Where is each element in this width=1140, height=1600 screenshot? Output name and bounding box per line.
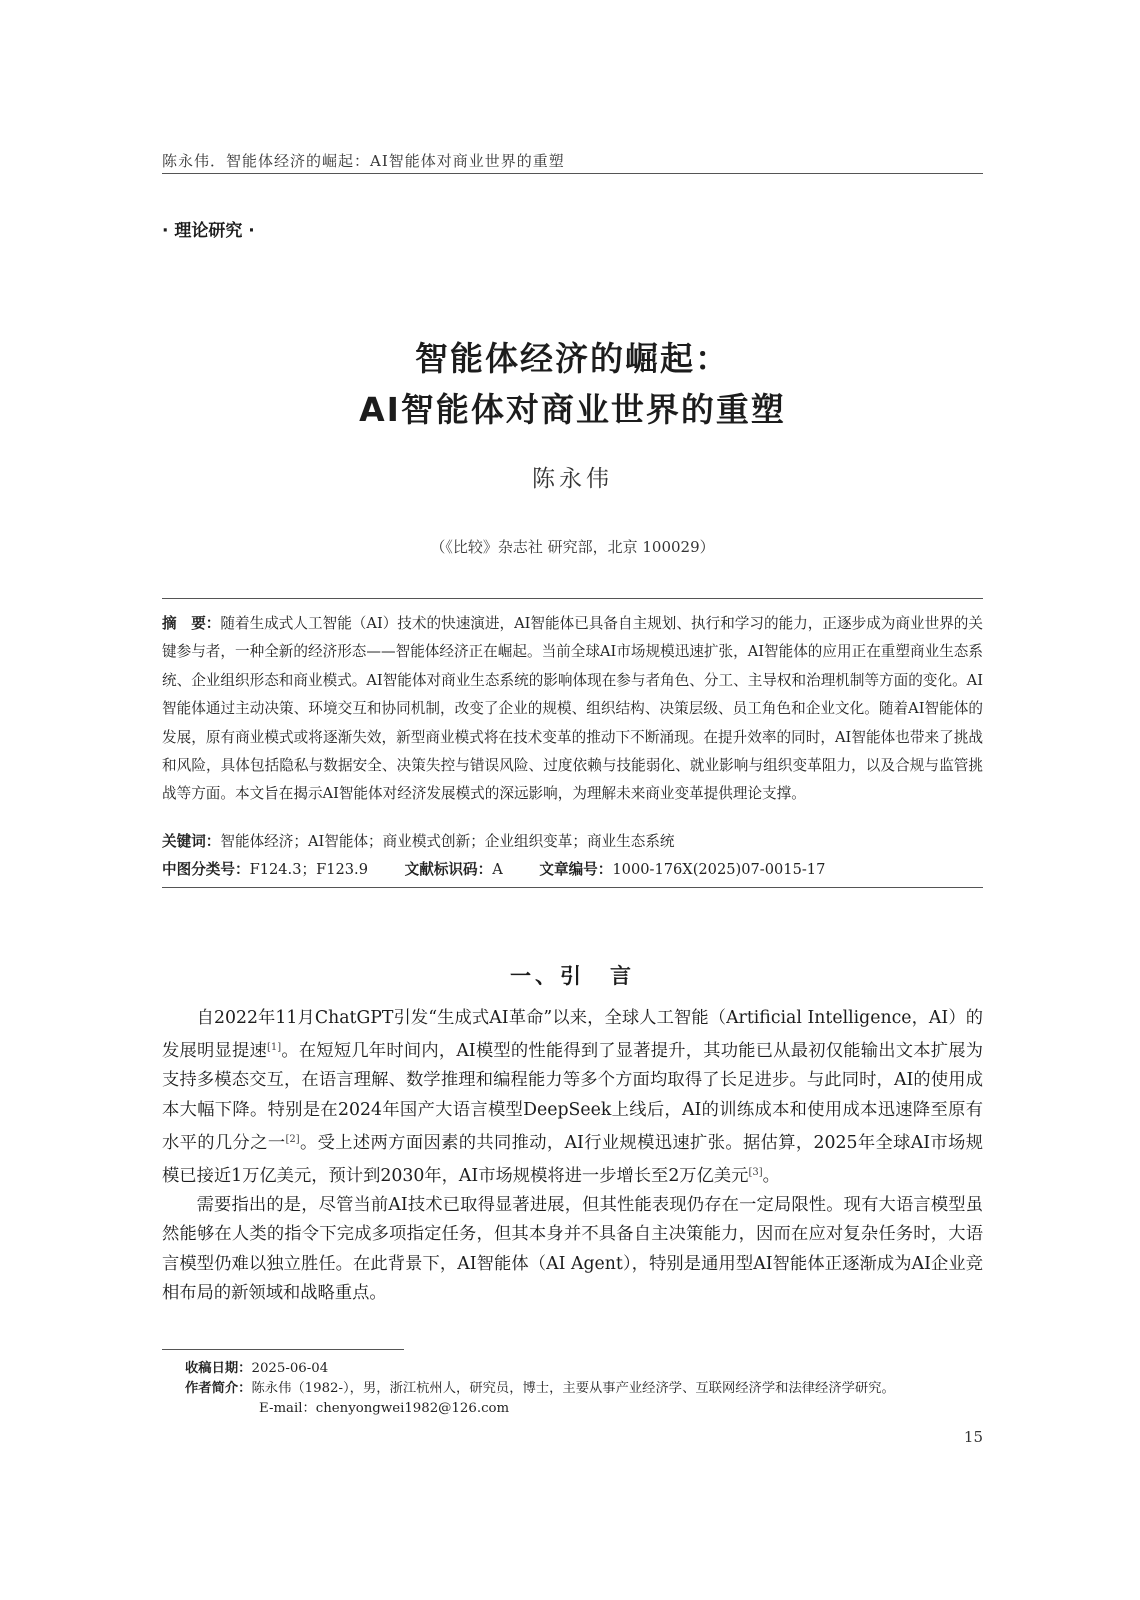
received-value: 2025-06-04 [251,1361,329,1376]
abstract-text: 随着生成式人工智能（AI）技术的快速演进，AI智能体已具备自主规划、执行和学习的能力，正逐步成为商业世界的关键参与者，一种全新的经济形态——智能体经济正在崛起。当前全球AI市场规模迅速扩张，AI智能体的应用正在重塑商业生态系统、企业组织形态和商业模式。AI智能体对商业生态系统的影响体现在参与者角色、分工、主导权和治理机制等方面的变化。AI智能体通过主动决策、环境交互和协同机制，改变了企业的规模、组织结构、决策层级、员工角色和企业文化。随着AI智能体的发展，原有商业模式或将逐渐失效，新型商业模式将在技术变革的推动下不断涌现。在提升效率的同时，AI智能体也带来了挑战和风险，具体包括隐私与数据安全、决策失控与错误风险、过度依赖与技能弱化、就业影响与组织变革阻力，以及合规与监管挑战等方面。本文旨在揭示AI智能体对经济发展模式的深远影响，为理解未来商业变革提供理论支撑。 [162,615,983,803]
received-date [185,1359,985,1379]
keywords [162,830,983,851]
p1-part-a: 自2022年11月ChatGPT引发“生成式AI革命”以来，全球人工智能（Artificial Intelligence，AI）的发展明显提速 [162,1008,983,1062]
citation-1[interactable]: [1] [266,1042,282,1054]
p1-part-d: 。 [762,1166,780,1187]
footnote-rule [162,1349,404,1350]
running-head: 陈永伟．智能体经济的崛起：AI智能体对商业世界的重塑 [162,152,565,170]
article-number-label: 文章编号： [539,861,613,878]
clc-label: 中图分类号： [162,861,250,878]
keywords-text: 智能体经济；AI智能体；商业模式创新；企业组织变革；商业生态系统 [220,833,675,850]
footnotes [185,1359,985,1419]
title-line-2: AI智能体对商业世界的重塑 [359,390,786,429]
abstract-label: 摘 要： [162,615,221,632]
abstract-rule-top [162,598,983,599]
author-name: 陈永伟 [532,466,613,492]
author-email[interactable]: E-mail：chenyongwei1982@126.com [259,1401,510,1416]
paragraph-1 [162,1004,983,1191]
abstract [162,610,983,809]
header-rule [162,173,983,174]
doc-code-value: A [492,861,503,878]
received-label: 收稿日期： [185,1361,252,1376]
p1-part-c: 。受上述两方面因素的共同推动，AI行业规模迅速扩张。据估算，2025年全球AI市场规模已接近1万亿美元，预计到2030年，AI市场规模将进一步增长至2万亿美元 [162,1132,983,1187]
clc-item [162,861,368,878]
citation-2[interactable]: [2] [285,1133,300,1145]
affiliation: （《比较》杂志社 研究部，北京 100029） [430,538,715,556]
page-number: 15 [963,1428,983,1446]
doc-code-item [405,861,503,878]
p1-part-b: 。在短短几年时间内，AI模型的性能得到了显著提升，其功能已从最初仅能输出文本扩展为支持多模态交互，在语言理解、数学推理和编程能力等多个方面均取得了长足进步。与此同时，AI的使用成本大幅下降。特别是在2024年国产大语言模型DeepSeek上线后，AI的训练成本和使用成本迅速降至原有水平的几分之一 [162,1041,983,1153]
clc-value: F124.3；F123.9 [249,861,368,878]
abstract-rule-bottom [162,887,983,888]
section-heading: 一、引 言 [510,964,635,988]
article-number-item [539,861,825,878]
classification-line [162,858,983,879]
author-bio [185,1379,985,1399]
citation-3[interactable]: [3] [748,1167,763,1179]
article-number-value: 1000-176X(2025)07-0015-17 [612,861,826,878]
keywords-label: 关键词： [162,833,221,850]
section-tag: · 理论研究 · [162,221,255,241]
doc-code-label: 文献标识码： [404,861,493,878]
bio-label: 作者简介： [185,1381,252,1396]
paragraph-2: 需要指出的是，尽管当前AI技术已取得显著进展，但其性能表现仍存在一定局限性。现有大语言模型虽然能够在人类的指令下完成多项指定任务，但其本身并不具备自主决策能力，因而在应对复杂任务时，大语言模型仍难以独立胜任。在此背景下，AI智能体（AI Agent），特别是通用型AI智能体正逐渐成为AI企业竞相布局的新领域和战略重点。 [162,1195,983,1303]
body-text [162,1004,983,1308]
bio-value: 陈永伟（1982-），男，浙江杭州人，研究员，博士，主要从事产业经济学、互联网经济学和法律经济学研究。 [251,1381,895,1396]
title-line-1: 智能体经济的崛起： [415,339,730,378]
